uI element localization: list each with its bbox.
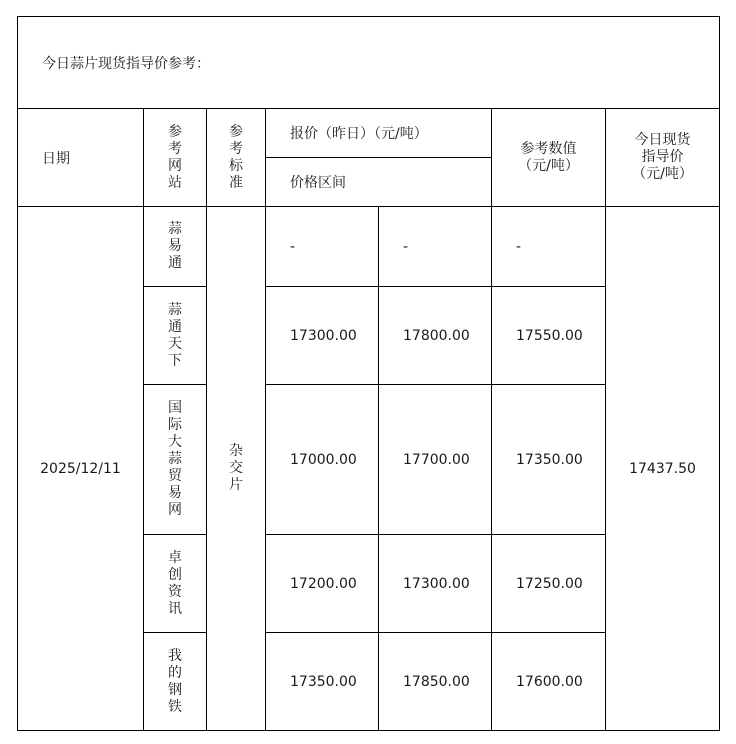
header-date-label: 日期 xyxy=(42,150,70,167)
site-name: 国际大蒜贸易网 xyxy=(168,400,182,518)
header-range xyxy=(266,158,492,207)
site-name: 蒜通天下 xyxy=(168,301,182,369)
site-cell xyxy=(144,633,207,731)
standard-cell xyxy=(207,207,266,731)
guide-price-value: 17437.50 xyxy=(629,460,696,477)
header-standard xyxy=(207,109,266,207)
ref-value: 17250.00 xyxy=(492,535,606,633)
table-row xyxy=(18,207,720,287)
header-quote xyxy=(266,109,492,158)
title-row xyxy=(18,17,720,109)
date-cell xyxy=(18,207,144,731)
site-name: 蒜易通 xyxy=(168,221,182,271)
site-cell xyxy=(144,385,207,535)
site-name: 我的钢铁 xyxy=(168,647,182,715)
low-price: - xyxy=(266,207,379,287)
header-site xyxy=(144,109,207,207)
page-title xyxy=(18,17,720,109)
header-site-label: 参考网站 xyxy=(168,123,182,191)
header-standard-label: 参考标准 xyxy=(229,123,243,191)
header-range-label: 价格区间 xyxy=(290,175,346,191)
ref-value: - xyxy=(492,207,606,287)
site-name: 卓创资讯 xyxy=(168,549,182,617)
site-cell xyxy=(144,535,207,633)
site-cell xyxy=(144,207,207,287)
site-cell xyxy=(144,287,207,385)
header-date xyxy=(18,109,144,207)
low-price: 17200.00 xyxy=(266,535,379,633)
ref-value: 17550.00 xyxy=(492,287,606,385)
header-row xyxy=(18,109,720,158)
date-value: 2025/12/11 xyxy=(40,460,121,477)
high-price: 17850.00 xyxy=(379,633,492,731)
header-quote-label: 报价（昨日）（元/吨） xyxy=(290,126,428,142)
title-text: 今日蒜片现货指导价参考： xyxy=(42,55,210,72)
ref-value: 17350.00 xyxy=(492,385,606,535)
header-guide-price-label: 今日现货指导价（元/吨） xyxy=(632,132,693,182)
standard-value: 杂交片 xyxy=(229,443,243,493)
high-price: - xyxy=(379,207,492,287)
header-ref-value xyxy=(492,109,606,207)
guide-price-cell xyxy=(606,207,720,731)
price-table xyxy=(17,16,720,731)
high-price: 17700.00 xyxy=(379,385,492,535)
low-price: 17350.00 xyxy=(266,633,379,731)
header-ref-value-label: 参考数值（元/吨） xyxy=(518,140,579,174)
ref-value: 17600.00 xyxy=(492,633,606,731)
header-guide-price xyxy=(606,109,720,207)
high-price: 17300.00 xyxy=(379,535,492,633)
low-price: 17300.00 xyxy=(266,287,379,385)
low-price: 17000.00 xyxy=(266,385,379,535)
high-price: 17800.00 xyxy=(379,287,492,385)
